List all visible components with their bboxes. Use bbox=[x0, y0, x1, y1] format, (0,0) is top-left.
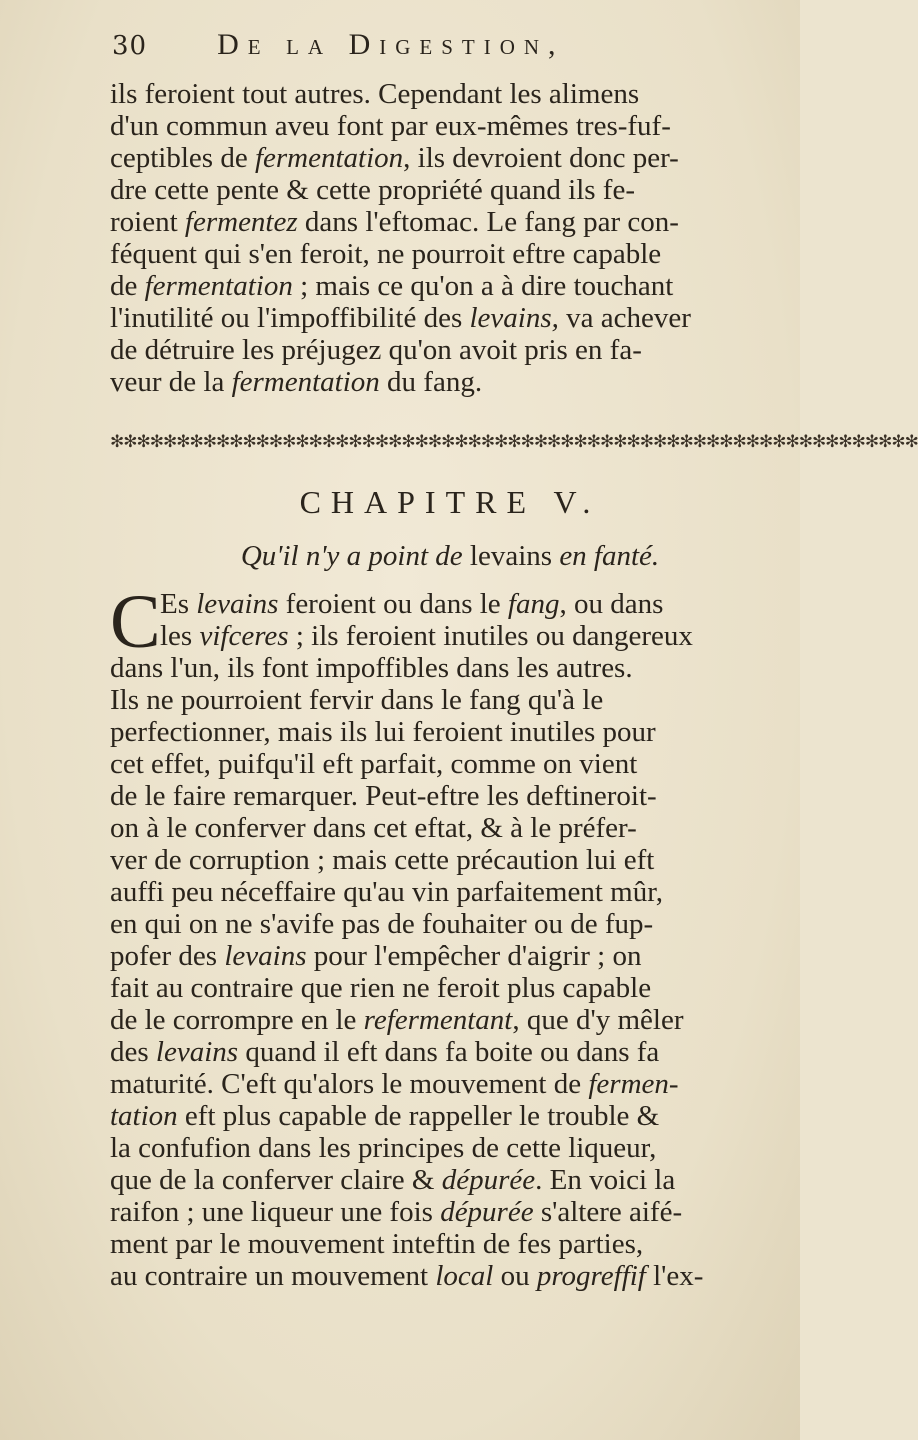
running-header bbox=[112, 28, 712, 70]
text-run: va achever bbox=[558, 302, 691, 334]
text-line bbox=[110, 780, 790, 812]
text-run: on à le conferver dans cet eftat, & à le préfer- bbox=[110, 812, 637, 844]
text-line bbox=[160, 620, 790, 652]
text-run: ; mais ce qu'on a à dire touchant bbox=[292, 270, 674, 302]
italic-term: fermentation bbox=[254, 142, 404, 174]
text-run: , ou dans bbox=[559, 588, 664, 620]
text-line bbox=[110, 1100, 790, 1132]
text-line bbox=[110, 684, 790, 716]
text-run: les bbox=[160, 620, 200, 652]
text-run: maturité. C'eft qu'alors le mouvement de bbox=[110, 1068, 589, 1100]
text-run: dans l'eftomac. Le fang par con- bbox=[297, 206, 679, 238]
paragraph-continuation bbox=[110, 78, 790, 398]
text-run: des bbox=[110, 1036, 156, 1068]
text-line bbox=[110, 1036, 790, 1068]
text-line bbox=[110, 972, 790, 1004]
text-line bbox=[110, 1228, 790, 1260]
text-run: Ils ne pourroient fervir dans le fang qu'à le bbox=[110, 684, 604, 716]
italic-term: fermentation bbox=[231, 366, 380, 398]
text-line bbox=[110, 206, 790, 238]
text-run: dans l'un, ils font impoffibles dans les autres. bbox=[110, 652, 633, 684]
text-run: Es bbox=[160, 588, 197, 620]
text-run: du fang. bbox=[379, 366, 483, 398]
text-run: ils feroient tout autres. Cependant les alimens bbox=[110, 78, 640, 110]
text-line bbox=[110, 174, 790, 206]
drop-cap-letter: C bbox=[110, 580, 161, 664]
text-run: quand il eft dans fa boite ou dans fa bbox=[238, 1036, 660, 1068]
italic-term: levains bbox=[224, 940, 307, 972]
italic-term: vifceres bbox=[199, 620, 289, 652]
chapter-heading: CHAPITRE V. bbox=[299, 484, 601, 520]
italic-term: levains, bbox=[469, 302, 559, 334]
italic-term: fang bbox=[507, 588, 560, 620]
italic-term: fermentation bbox=[144, 270, 293, 302]
page-number: 30 bbox=[112, 31, 148, 61]
text-line bbox=[110, 748, 790, 780]
text-line bbox=[110, 334, 790, 366]
text-line bbox=[110, 78, 790, 110]
text-run: de le corrompre en le bbox=[110, 1004, 364, 1036]
italic-term: tation bbox=[110, 1100, 178, 1132]
text-run: ; ils feroient inutiles ou dangereux bbox=[288, 620, 693, 652]
text-run: eft plus capable de rappeller le trouble & bbox=[177, 1100, 660, 1132]
text-line bbox=[110, 302, 790, 334]
text-run: pour l'empêcher d'aigrir ; on bbox=[306, 940, 642, 972]
italic-term: fermen- bbox=[588, 1068, 679, 1100]
text-line bbox=[110, 908, 790, 940]
running-title: De la Digestion, bbox=[217, 28, 565, 61]
drop-cap-lines bbox=[160, 588, 790, 652]
text-run: ceptibles de bbox=[110, 142, 255, 174]
italic-term: dépurée bbox=[440, 1196, 534, 1228]
text-run: la confufion dans les principes de cette liqueur, bbox=[110, 1132, 657, 1164]
text-run: fait au contraire que rien ne feroit plus capable bbox=[110, 972, 652, 1004]
text-run: roient bbox=[110, 206, 185, 238]
text-run: auffi peu néceffaire qu'au vin parfaitement mûr, bbox=[110, 876, 663, 908]
text-run: perfectionner, mais ils lui feroient inutiles pour bbox=[110, 716, 656, 748]
text-run: au contraire un mouvement bbox=[110, 1260, 436, 1292]
italic-term: local bbox=[435, 1260, 494, 1292]
text-line bbox=[110, 1164, 790, 1196]
italic-term: levains bbox=[155, 1036, 239, 1068]
text-run: raifon ; une liqueur une fois bbox=[110, 1196, 441, 1228]
text-run: pofer des bbox=[110, 940, 225, 972]
italic-term: dépurée bbox=[441, 1164, 536, 1196]
chapter-title-part-3: en fanté. bbox=[559, 540, 660, 572]
text-run: que de la conferver claire & bbox=[110, 1164, 442, 1196]
paragraph-body bbox=[110, 652, 790, 1292]
text-run: d'un commun aveu font par eux-mêmes tres-fuf- bbox=[110, 110, 671, 142]
text-line bbox=[110, 142, 790, 174]
text-run: cet effet, puifqu'il eft parfait, comme on vient bbox=[110, 748, 638, 780]
text-run: . En voici la bbox=[535, 1164, 676, 1196]
italic-term: levains bbox=[196, 588, 279, 620]
italic-term: fermentez bbox=[184, 206, 298, 238]
text-run: l'inutilité ou l'impoffibilité des bbox=[110, 302, 470, 334]
text-run: de détruire les préjugez qu'on avoit pris en fa- bbox=[110, 334, 642, 366]
text-line bbox=[110, 270, 790, 302]
text-line bbox=[110, 110, 790, 142]
text-line bbox=[110, 876, 790, 908]
text-run: s'altere aifé- bbox=[533, 1196, 683, 1228]
text-run: , ils devroient donc per- bbox=[403, 142, 679, 174]
text-line bbox=[110, 812, 790, 844]
text-line bbox=[110, 1196, 790, 1228]
text-run: de bbox=[110, 270, 145, 302]
text-run: féquent qui s'en feroit, ne pourroit eftre capable bbox=[110, 238, 662, 270]
text-run: en qui on ne s'avife pas de fouhaiter ou de fup- bbox=[110, 908, 654, 940]
text-run: feroient ou dans le bbox=[278, 588, 508, 620]
text-run: l'ex- bbox=[645, 1260, 704, 1292]
text-run: ou bbox=[493, 1260, 537, 1292]
chapter-title-part-2: levains bbox=[469, 540, 553, 572]
text-line bbox=[110, 1004, 790, 1036]
text-line bbox=[110, 940, 790, 972]
text-line bbox=[110, 652, 790, 684]
text-run: ment par le mouvement inteftin de fes parties, bbox=[110, 1228, 644, 1260]
text-run: de le faire remarquer. Peut-eftre les deftineroit- bbox=[110, 780, 657, 812]
text-line bbox=[110, 716, 790, 748]
text-line bbox=[160, 588, 790, 620]
text-line bbox=[110, 844, 790, 876]
text-run: , que d'y mêler bbox=[512, 1004, 684, 1036]
text-line bbox=[110, 366, 790, 398]
text-line bbox=[110, 1068, 790, 1100]
text-line bbox=[110, 1132, 790, 1164]
chapter-title bbox=[110, 540, 790, 573]
text-run: veur de la bbox=[110, 366, 232, 398]
text-line bbox=[110, 238, 790, 270]
text-run: dre cette pente & cette propriété quand ils fe- bbox=[110, 174, 635, 206]
chapter-title-part-1: Qu'il n'y a point de bbox=[240, 540, 463, 572]
italic-term: refermentant bbox=[363, 1004, 513, 1036]
text-line bbox=[110, 1260, 790, 1292]
ornamental-divider: ✻✻✻✻✻✻✻✻✻✻✻✻✻✻✻✻✻✻✻✻✻✻✻✻✻✻✻✻✻✻✻✻✻✻✻✻✻✻✻✻✻✻✻✻✻✻✻✻✻✻✻✻✻✻✻✻✻✻✻✻✻ bbox=[110, 432, 918, 452]
text-run: ver de corruption ; mais cette précaution lui eft bbox=[110, 844, 655, 876]
italic-term: progreffif bbox=[536, 1260, 646, 1292]
